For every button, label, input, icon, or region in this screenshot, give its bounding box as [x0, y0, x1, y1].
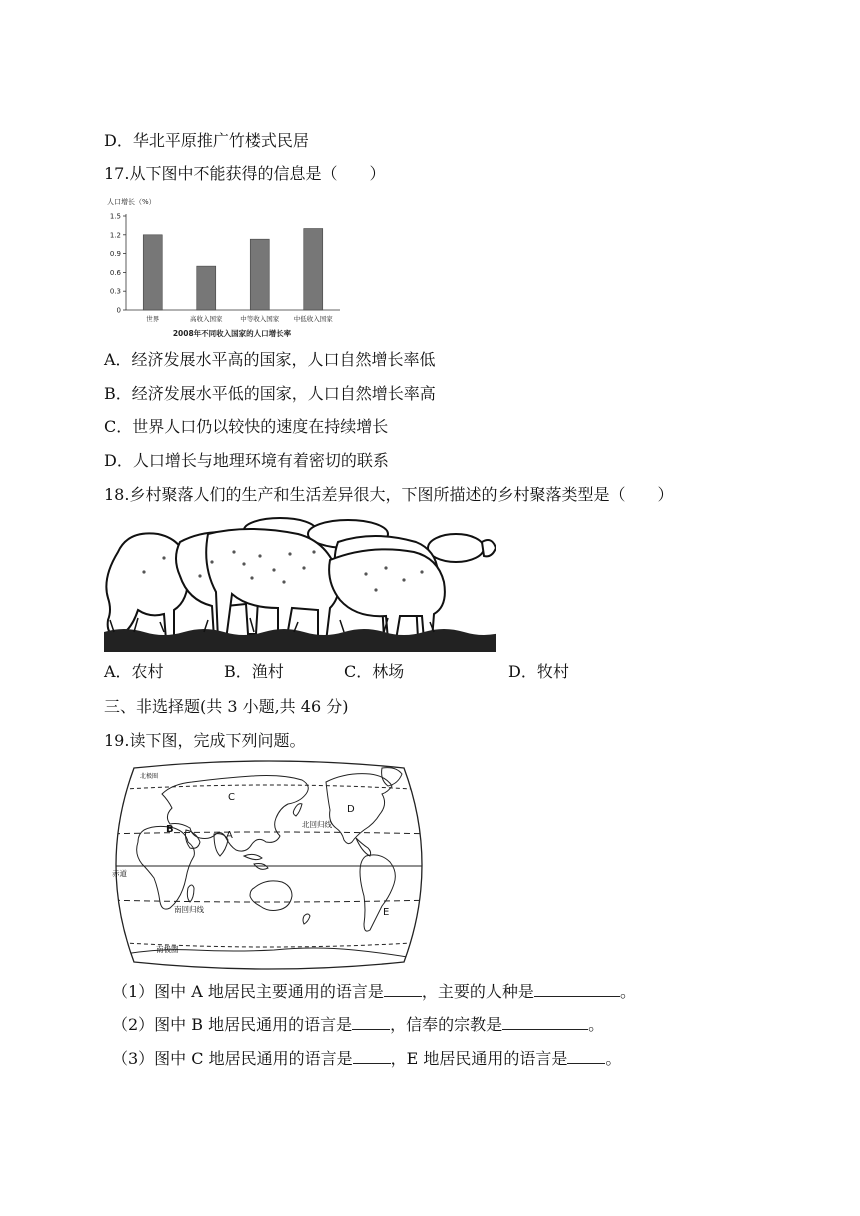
chart-category-label: 中等收入国家 [240, 315, 280, 323]
chart-title: 2008年不同收入国家的人口增长率 [172, 329, 292, 338]
chart-y-tick-label: 1.2 [109, 231, 121, 240]
chart-y-tick-label: 0.9 [109, 250, 121, 259]
map-label-tropic-cancer: 北回归线 [302, 820, 332, 829]
q18-option-c: C．林场 [344, 662, 405, 681]
q19-1-blank-race[interactable] [534, 981, 620, 997]
map-label-tropic-capricorn: 南回归线 [174, 905, 204, 914]
chart-y-tick-label: 0 [116, 306, 121, 315]
q19-3-blank-c-language[interactable] [353, 1048, 391, 1064]
q19-2-blank-religion[interactable] [502, 1014, 588, 1030]
map-label-b: B [166, 824, 174, 835]
q19-2-text-c: 。 [588, 1015, 605, 1034]
q19-2-blank-language[interactable] [352, 1014, 390, 1030]
map-label-d: D [347, 804, 355, 815]
q19-part-2 [112, 1014, 604, 1035]
q19-stem: 19.读下图，完成下列问题。 [104, 731, 306, 750]
q19-part-1 [112, 981, 636, 1002]
map-label-c: C [228, 792, 235, 803]
q19-3-text-c: 。 [605, 1049, 622, 1068]
q19-1-blank-language[interactable] [384, 981, 422, 997]
chart-category-label: 世界 [146, 315, 160, 323]
q19-2-text-a: （2）图中 B 地居民通用的语言是 [112, 1015, 353, 1034]
q17-stem: 17.从下图中不能获得的信息是（ ） [104, 164, 386, 183]
map-label-equator: 赤道 [112, 869, 127, 878]
q19-1-text-a: （1）图中 A 地居民主要通用的语言是 [112, 982, 384, 1001]
q19-part-3 [112, 1048, 621, 1069]
chart-y-tick-label: 0.3 [109, 287, 121, 296]
chart-y-label: 人口增长（%） [107, 198, 156, 206]
q19-3-text-a: （3）图中 C 地居民通用的语言是 [112, 1049, 353, 1068]
chart-bar [250, 239, 269, 310]
q18-option-a: A．农村 [104, 662, 164, 681]
q17-option-d: D．人口增长与地理环境有着密切的联系 [104, 451, 389, 470]
chart-y-tick-label: 1.5 [109, 212, 121, 221]
q19-3-blank-e-language[interactable] [567, 1048, 605, 1064]
q17-option-b: B．经济发展水平低的国家，人口自然增长率高 [104, 384, 436, 403]
grazing-sheep-illustration [104, 512, 496, 652]
map-label-arctic-circle: 北极圈 [140, 773, 159, 780]
chart-category-label: 中低收入国家 [293, 315, 333, 323]
chart-category-label: 高收入国家 [190, 315, 223, 323]
world-map [104, 760, 434, 970]
q18-option-d: D．牧村 [508, 662, 569, 681]
q19-1-text-c: 。 [619, 982, 636, 1001]
chart-bar [143, 235, 162, 310]
chart-bar [304, 229, 323, 310]
q16-option-d: D．华北平原推广竹楼式民居 [104, 131, 309, 150]
population-growth-chart [104, 196, 344, 344]
q18-option-b: B．渔村 [224, 662, 284, 681]
map-label-antarctic-circle: 南极圈 [156, 945, 179, 954]
q18-stem: 18.乡村聚落人们的生产和生活差异很大，下图所描述的乡村聚落类型是（ ） [104, 485, 674, 504]
q19-3-text-b: ，E 地居民通用的语言是 [390, 1049, 568, 1068]
map-label-e: E [383, 907, 390, 918]
section-heading: 三、非选择题(共 3 小题,共 46 分) [104, 697, 349, 716]
q17-option-a: A．经济发展水平高的国家，人口自然增长率低 [104, 350, 436, 369]
q19-1-text-b: ，主要的人种是 [421, 982, 534, 1001]
q19-2-text-b: ，信奉的宗教是 [390, 1015, 503, 1034]
map-label-a: A [226, 830, 233, 841]
q17-option-c: C．世界人口仍以较快的速度在持续增长 [104, 417, 389, 436]
chart-bar [197, 266, 216, 310]
chart-y-tick-label: 0.6 [109, 268, 121, 277]
